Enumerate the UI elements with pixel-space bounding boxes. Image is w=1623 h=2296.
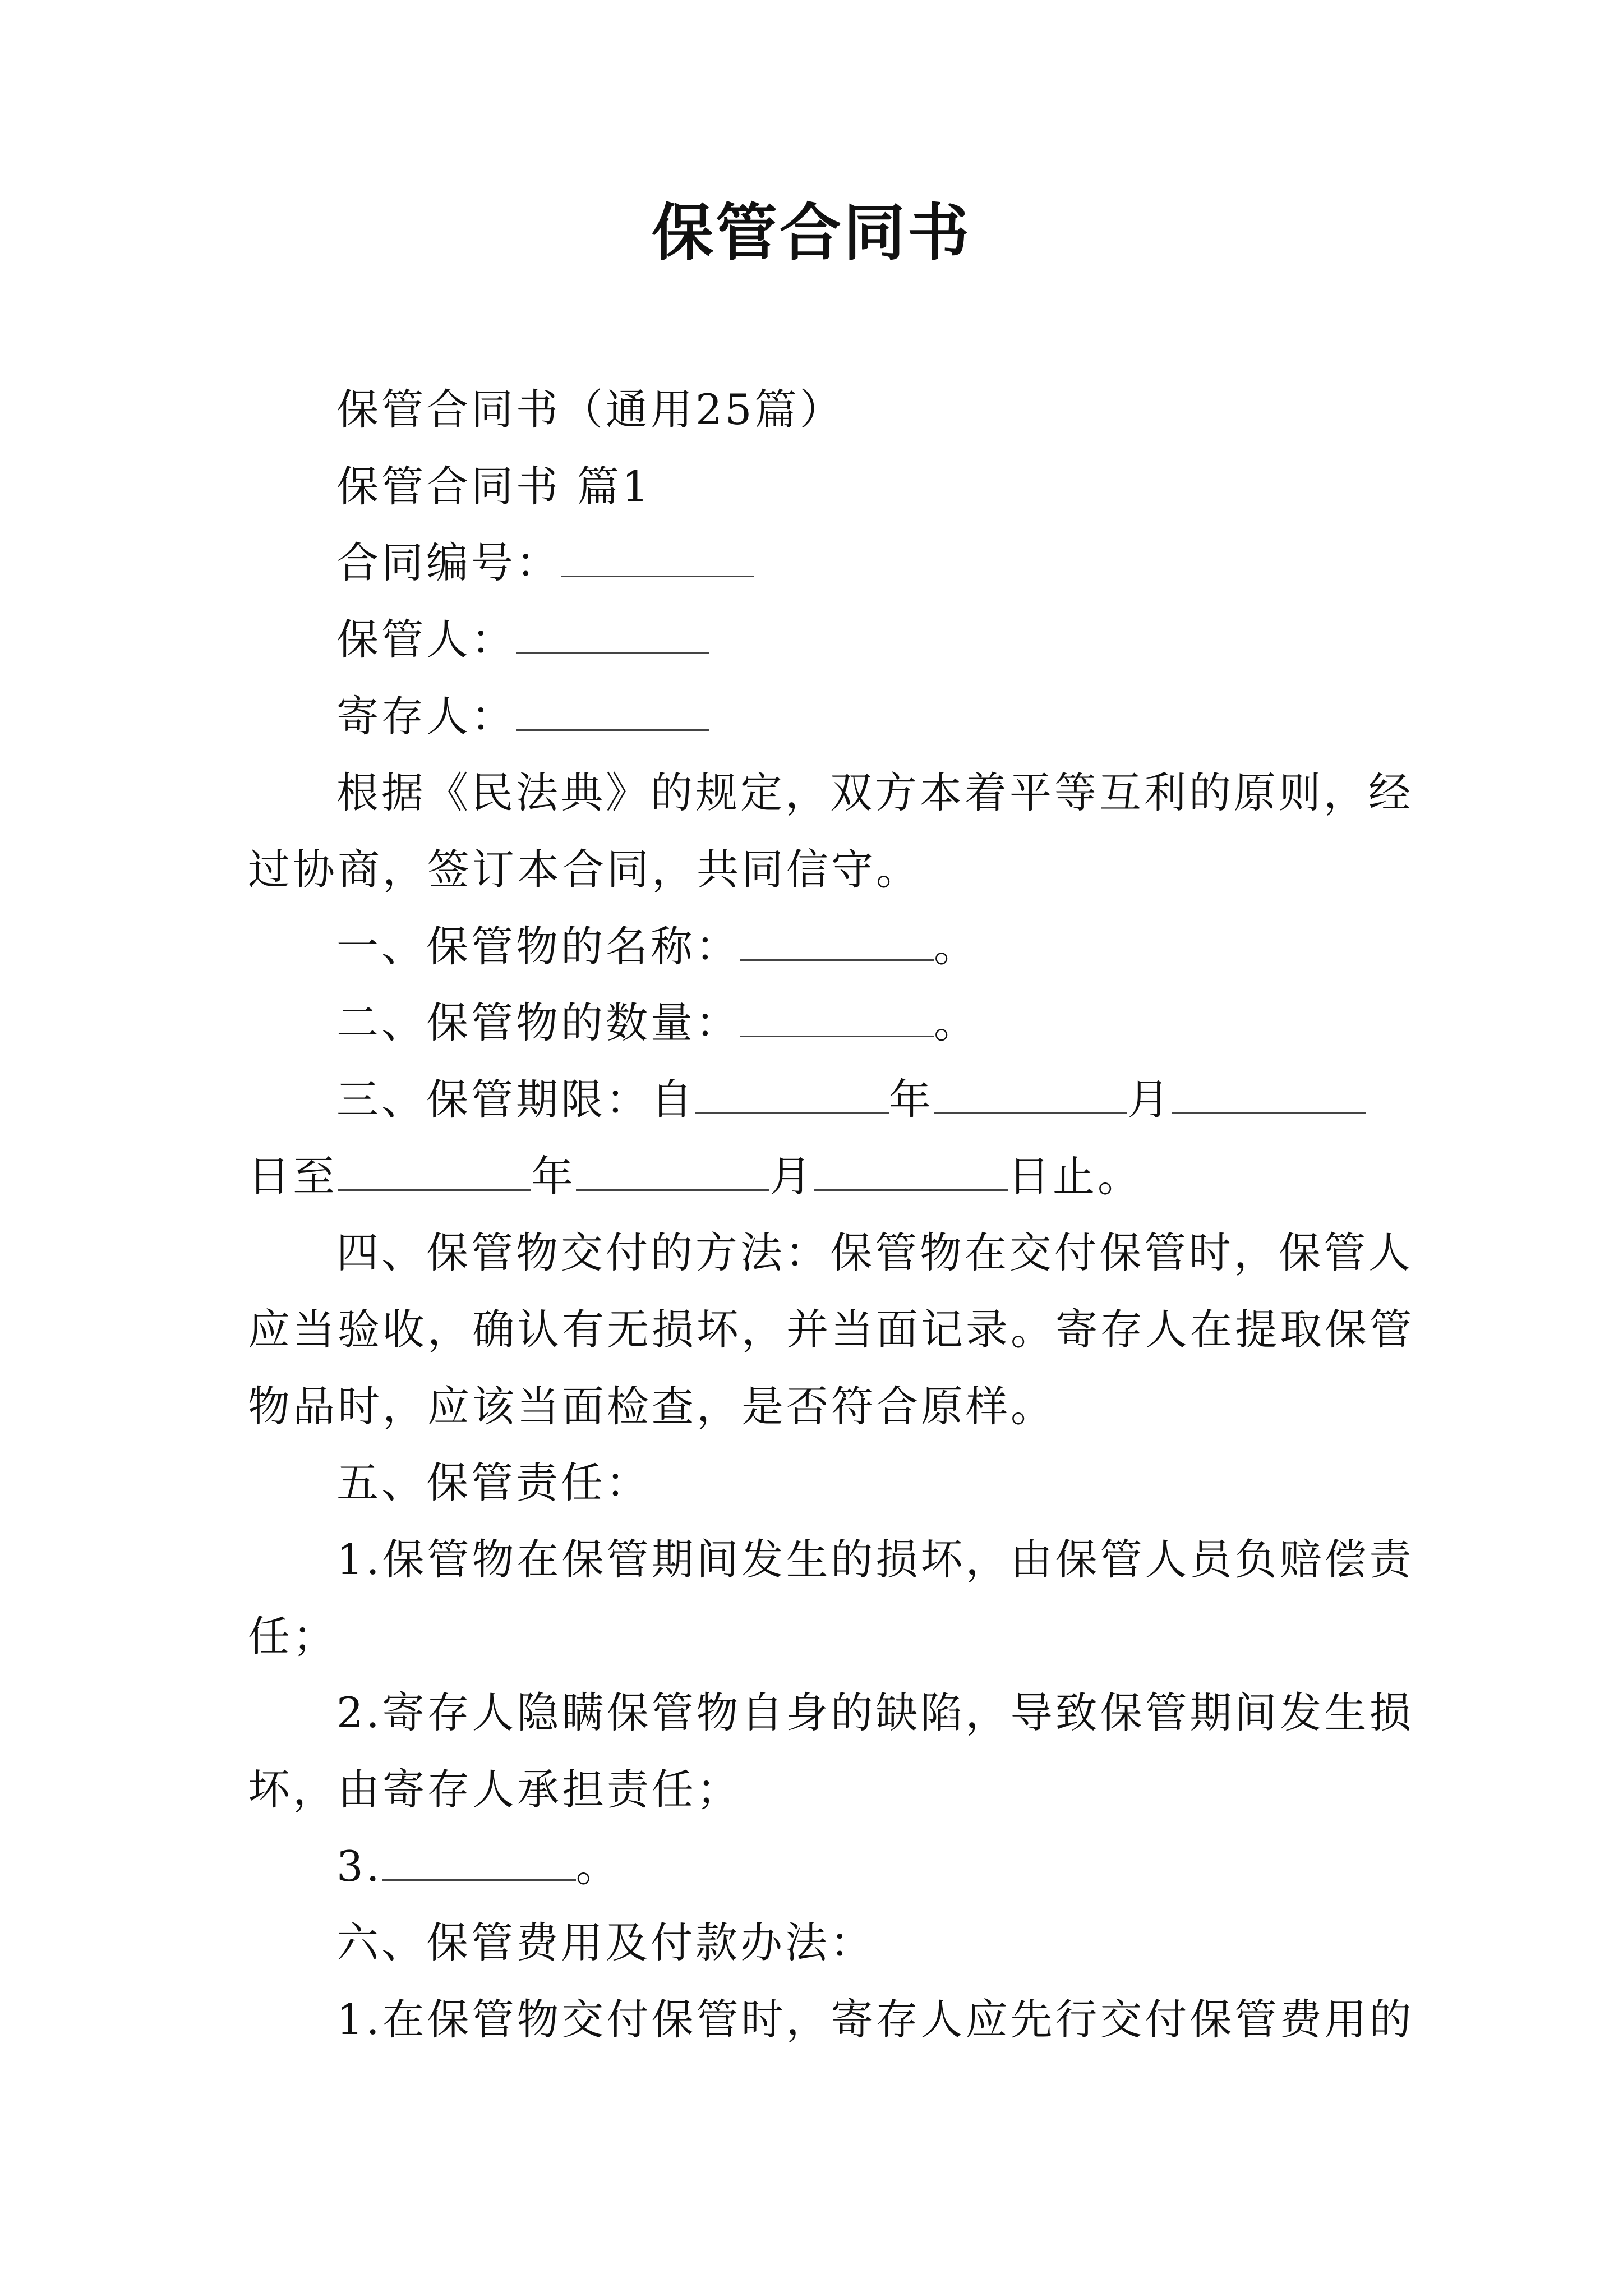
- contract-number-blank[interactable]: [561, 536, 754, 577]
- delivery-method-line-2: 应当验收，确认有无损坏，并当面记录。寄存人在提取保管: [248, 1305, 1415, 1354]
- item-quantity-line: [336, 995, 979, 1051]
- contract-number-line: [336, 535, 754, 591]
- item-quantity-blank[interactable]: [740, 996, 934, 1037]
- custodian-label: 保管人：: [336, 615, 517, 664]
- fee-item-1-line-1: 1.在保管物交付保管时，寄存人应先行交付保管费用的: [336, 1995, 1414, 2044]
- delivery-method-line-3: 物品时，应该当面检查，是否符合原样。: [248, 1382, 1056, 1431]
- contract-number-label: 合同编号：: [336, 538, 561, 587]
- fee-heading: 六、保管费用及付款办法：: [336, 1918, 875, 1967]
- liability-heading: 五、保管责任：: [336, 1458, 651, 1507]
- end-day-unit: 日止。: [1008, 1152, 1143, 1201]
- item-name-blank[interactable]: [740, 920, 934, 961]
- end-intro: 日至: [248, 1152, 338, 1201]
- start-day-blank[interactable]: [1172, 1073, 1366, 1114]
- liability-item-1-line-1: 1.保管物在保管期间发生的损坏，由保管人员负赔偿责: [336, 1535, 1414, 1584]
- liability-item-3-line: [336, 1838, 621, 1894]
- depositor-label: 寄存人：: [336, 692, 517, 741]
- delivery-method-line-1: 四、保管物交付的方法：保管物在交付保管时，保管人: [336, 1228, 1414, 1277]
- end-day-blank[interactable]: [814, 1150, 1008, 1191]
- liability-item-3-end: 。: [575, 1842, 621, 1891]
- start-month-blank[interactable]: [934, 1073, 1127, 1114]
- liability-item-2-line-1: 2.寄存人隐瞒保管物自身的缺陷，导致保管期间发生损: [336, 1688, 1414, 1737]
- start-year-unit: 年: [889, 1075, 934, 1124]
- custodian-blank[interactable]: [516, 613, 709, 654]
- liability-item-2-line-2: 坏，由寄存人承担责任；: [248, 1765, 742, 1814]
- end-month-unit: 月: [769, 1152, 815, 1201]
- subtitle-collection: 保管合同书（通用25篇）: [336, 385, 845, 434]
- term-line-1: [336, 1071, 1366, 1128]
- end-year-unit: 年: [531, 1152, 577, 1201]
- liability-item-3-label: 3.: [336, 1842, 382, 1891]
- item-name-label: 一、保管物的名称：: [336, 922, 741, 971]
- paragraph-intro-line-2: 过协商，签订本合同，共同信守。: [248, 845, 921, 894]
- document-title: 保管合同书: [652, 196, 971, 269]
- liability-item-1-line-2: 任；: [248, 1612, 338, 1661]
- term-line-2: [248, 1148, 1142, 1204]
- depositor-blank[interactable]: [516, 690, 709, 731]
- custodian-line: [336, 611, 709, 668]
- item-name-end: 。: [934, 922, 979, 971]
- end-month-blank[interactable]: [576, 1150, 769, 1191]
- item-name-line: [336, 918, 979, 974]
- start-year-blank[interactable]: [695, 1073, 889, 1114]
- subtitle-part-1: 保管合同书 篇1: [336, 462, 652, 511]
- start-month-unit: 月: [1127, 1075, 1173, 1124]
- depositor-line: [336, 688, 709, 744]
- end-year-blank[interactable]: [338, 1150, 531, 1191]
- liability-item-3-blank[interactable]: [382, 1840, 576, 1881]
- term-label: 三、保管期限：自: [336, 1075, 696, 1124]
- paragraph-intro-line-1: 根据《民法典》的规定，双方本着平等互利的原则，经: [336, 768, 1414, 817]
- item-quantity-label: 二、保管物的数量：: [336, 998, 741, 1047]
- item-quantity-end: 。: [934, 998, 979, 1047]
